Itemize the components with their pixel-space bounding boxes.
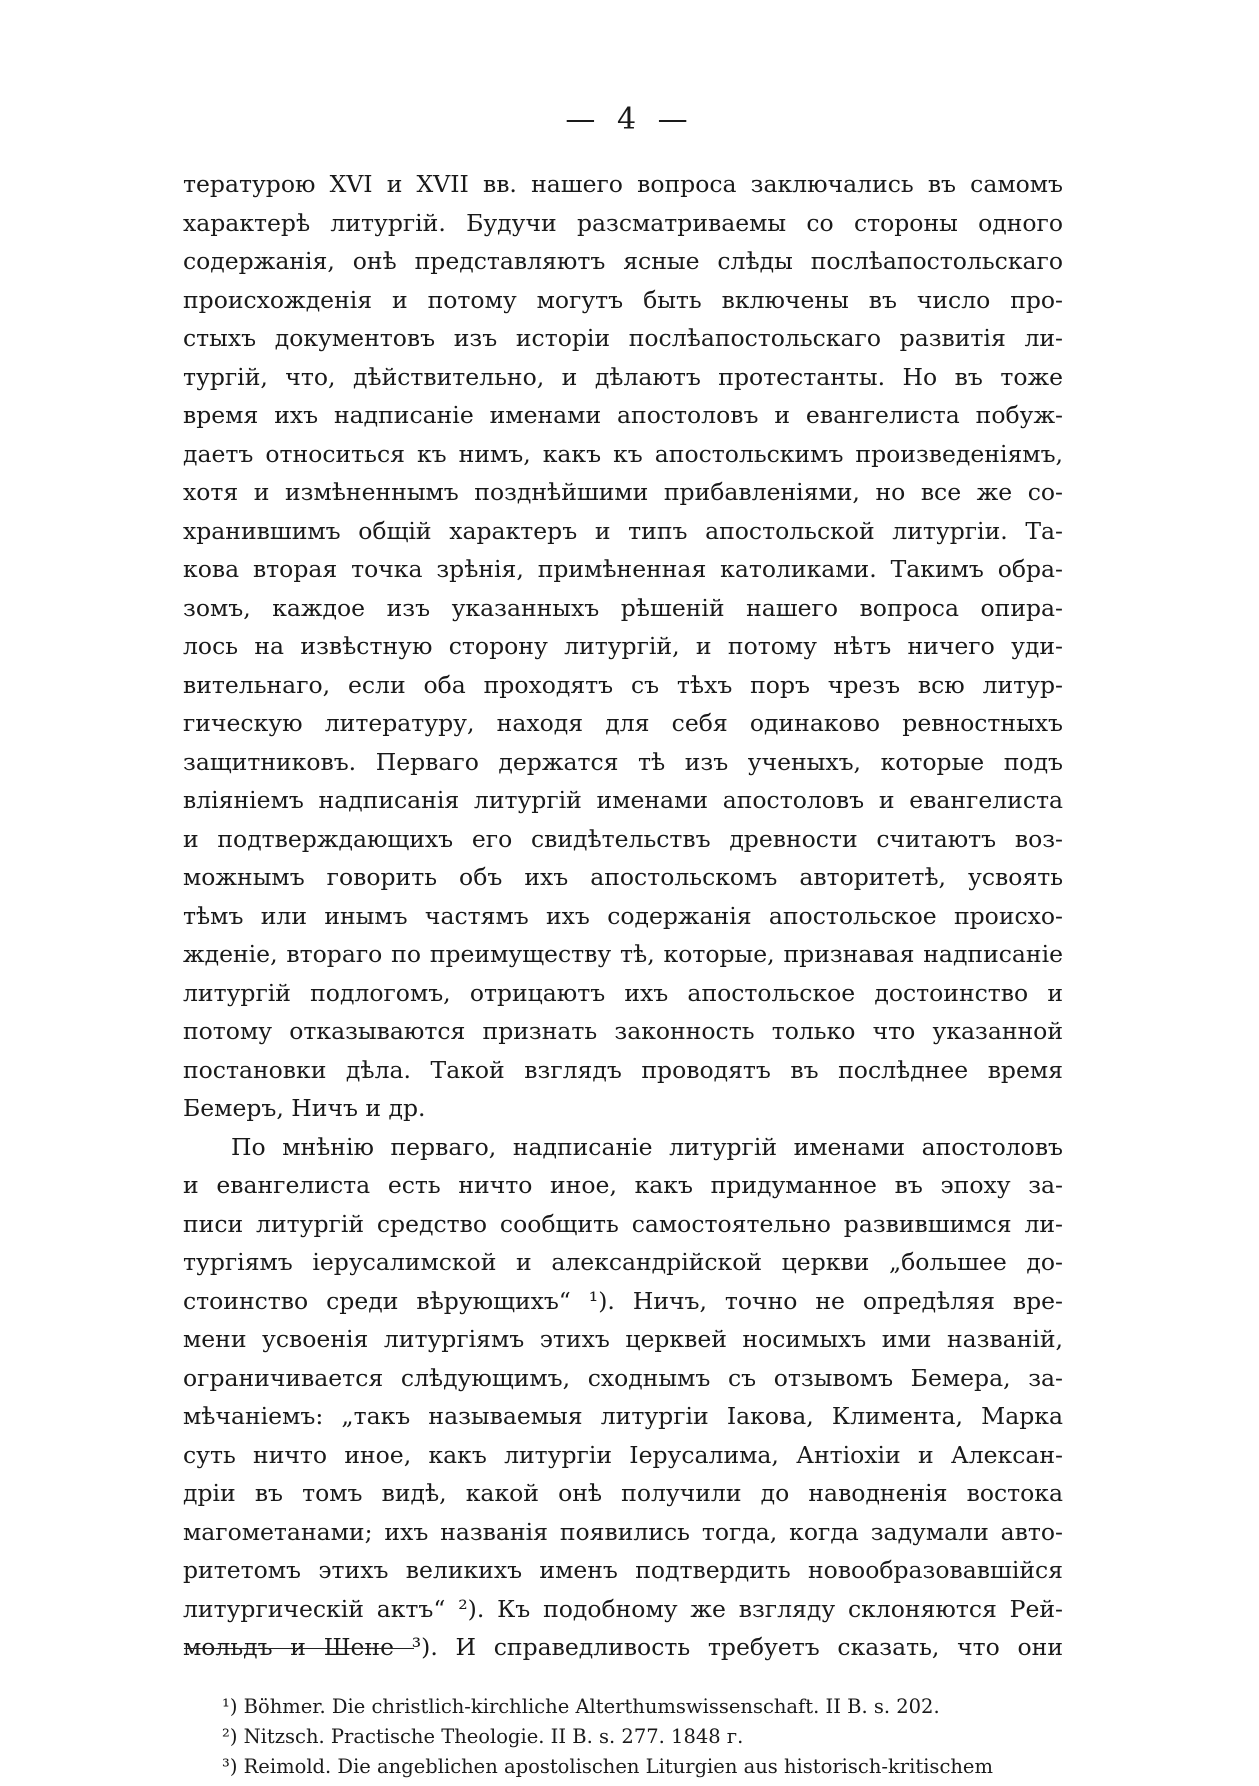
text-line: литургическiй актъ“ ²). Къ подобному же взгляду склоняются Рей- <box>183 1594 1063 1623</box>
text-line: тературою XVI и XVII вв. нашего вопроса заключались въ самомъ <box>183 170 1063 198</box>
text-line: можнымъ говорить объ ихъ апостольскомъ авторитетѣ, усвоять <box>183 863 1063 891</box>
text-line: и подтверждающихъ его свидѣтельствъ древности считаютъ воз- <box>183 824 1063 853</box>
text-line: хотя и измѣненнымъ позднѣйшими прибавленiями, но все же со- <box>183 478 1063 506</box>
text-line: кова вторая точка зрѣнiя, примѣненная католиками. Такимъ обра- <box>183 555 1063 583</box>
paragraph-2 <box>183 1128 1063 1667</box>
footnote-divider <box>184 1648 414 1649</box>
text-line: магометанами; ихъ названiя появились тогда, когда задумали авто- <box>183 1517 1063 1546</box>
text-line: тургiй, что, дѣйствительно, и дѣлаютъ протестанты. Но въ тоже <box>183 362 1063 391</box>
text-line: время ихъ надписанiе именами апостоловъ и евангелиста побуж- <box>183 401 1063 429</box>
text-line: тѣмъ или инымъ частямъ ихъ содержанiя апостольское происхо- <box>183 901 1063 930</box>
text-line: литургiй подлогомъ, отрицаютъ ихъ апостольское достоинство и <box>183 978 1063 1007</box>
text-line: тургiямъ iерусалимской и александрiйской церкви „большее до- <box>183 1248 1063 1276</box>
footnote-2: ²) Nitzsch. Practische Theologie. II B. s. 277. 1848 г. <box>222 1725 744 1748</box>
text-line: зомъ, каждое изъ указанныхъ рѣшенiй нашего вопроса опира- <box>183 593 1063 622</box>
text-line: дрiи въ томъ видѣ, какой онѣ получили до наводненiя востока <box>183 1479 1063 1507</box>
text-line: суть ничто иное, какъ литургiи Iерусалима, Антiохiи и Алексан- <box>183 1440 1063 1469</box>
text-line: мѣчанiемъ: „такъ называемыя литургiи Iакова, Климента, Марка <box>183 1402 1063 1430</box>
text-line: постановки дѣла. Такой взглядъ проводятъ въ послѣднее время <box>183 1055 1063 1084</box>
body-text <box>183 165 1063 1667</box>
footnote-3: ³) Reimold. Die angeblichen apostolischen Liturgien aus historisch-kritischem <box>222 1755 993 1778</box>
text-line: защитниковъ. Перваго держатся тѣ изъ ученыхъ, которые подъ <box>183 747 1063 776</box>
text-line: ритетомъ этихъ великихъ именъ подтвердить новообразовавшiйся <box>183 1556 1063 1584</box>
text-line: гическую литературу, находя для себя одинаково ревностныхъ <box>183 709 1063 737</box>
text-line: мольдъ и Шене ³). И справедливость требуетъ сказать, что они <box>183 1633 1063 1661</box>
text-line: происхожденiя и потому могутъ быть включены въ число про- <box>183 285 1063 314</box>
text-line: вительнаго, если оба проходятъ съ тѣхъ поръ чрезъ всю литур- <box>183 670 1063 699</box>
text-line: хранившимъ общiй характеръ и типъ апостольской литургiи. Та- <box>183 516 1063 545</box>
text-line: Бемеръ, Ничъ и др. <box>183 1094 426 1122</box>
text-line: лось на извѣстную сторону литургiй, и потому нѣтъ ничего уди- <box>183 632 1063 660</box>
page-number: — 4 — <box>565 102 694 137</box>
text-line: содержанiя, онѣ представляютъ ясные слѣды послѣапостольскаго <box>183 247 1063 275</box>
paragraph-1 <box>183 165 1063 1128</box>
text-line: мени усвоенiя литургiямъ этихъ церквей носимыхъ ими названiй, <box>183 1325 1063 1353</box>
text-line: писи литургiй средство сообщить самостоятельно развившимся ли- <box>183 1209 1063 1238</box>
text-line: даетъ относиться къ нимъ, какъ къ апостольскимъ произведенiямъ, <box>183 439 1063 468</box>
text-line: влiянiемъ надписанiя литургiй именами апостоловъ и евангелиста <box>183 786 1063 814</box>
text-line: характерѣ литургiй. Будучи разсматриваемы со стороны одного <box>183 208 1063 237</box>
text-line: ограничивается слѣдующимъ, сходнымъ съ отзывомъ Бемера, за- <box>183 1363 1063 1392</box>
text-line: жденiе, втораго по преимуществу тѣ, которые, признавая надписанiе <box>183 940 1063 968</box>
text-line: потому отказываются признать законность только что указанной <box>183 1017 1063 1045</box>
text-line: стоинство среди вѣрующихъ“ ¹). Ничъ, точно не опредѣляя вре- <box>183 1286 1063 1315</box>
text-line: стыхъ документовъ изъ исторiи послѣапостольскаго развитiя ли- <box>183 324 1063 352</box>
footnotes <box>222 1692 1072 1782</box>
footnote-1: ¹) Böhmer. Die christlich-kirchliche Alterthumswissenschaft. II B. s. 202. <box>222 1695 940 1718</box>
text-line: По мнѣнiю перваго, надписанiе литургiй именами апостоловъ <box>231 1132 1063 1161</box>
text-line: и евангелиста есть ничто иное, какъ придуманное въ эпоху за- <box>183 1171 1063 1199</box>
